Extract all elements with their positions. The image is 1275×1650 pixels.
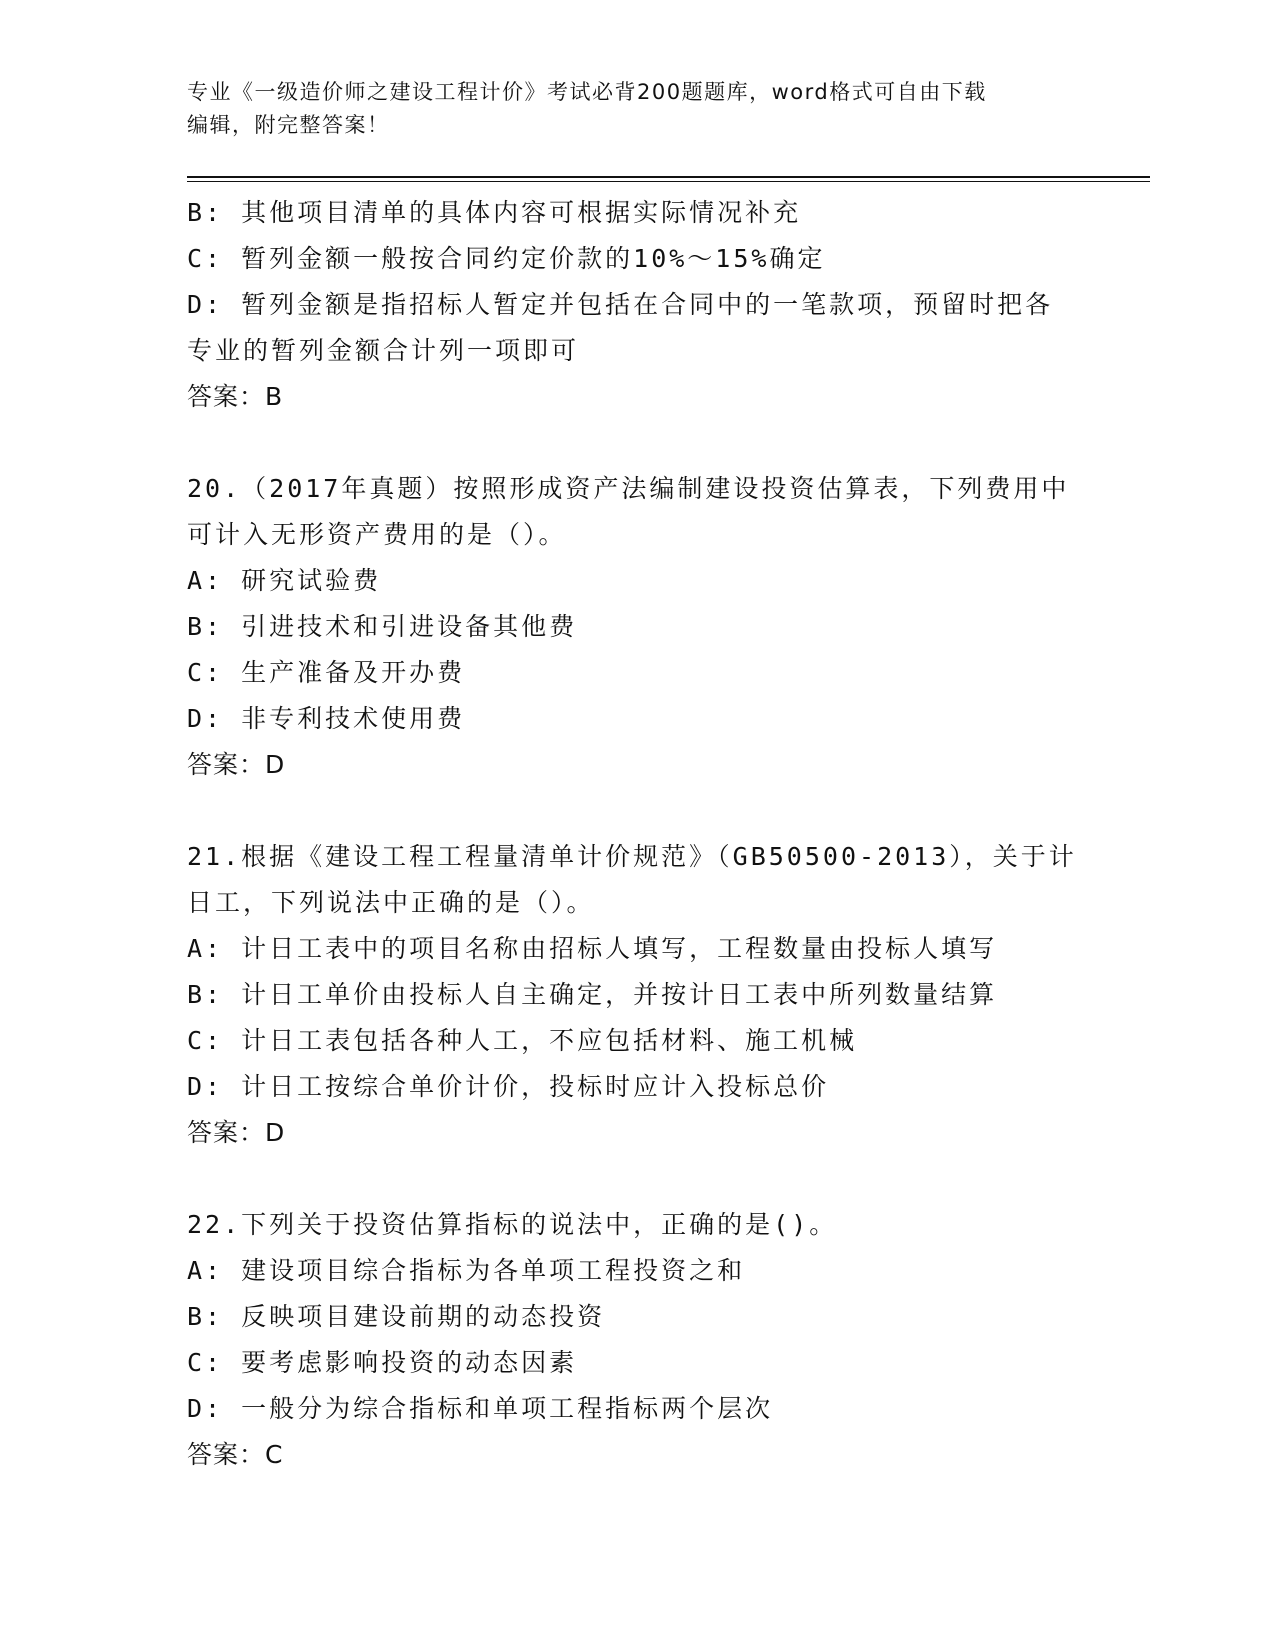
option-b: B: 反映项目建设前期的动态投资 <box>187 1302 606 1331</box>
spacer <box>187 1156 1107 1202</box>
option-a: A: 计日工表中的项目名称由招标人填写，工程数量由投标人填写 <box>187 934 998 963</box>
answer: 答案：B <box>187 382 284 411</box>
question-21 <box>187 834 1107 1156</box>
option-d: D: 暂列金额是指招标人暂定并包括在合同中的一笔款项，预留时把各 <box>187 290 1054 319</box>
question-stem: 20.（2017年真题）按照形成资产法编制建设投资估算表，下列费用中 <box>187 474 1070 503</box>
option-d: D: 一般分为综合指标和单项工程指标两个层次 <box>187 1394 774 1423</box>
option-a: A: 研究试验费 <box>187 566 382 595</box>
option-b: B: 其他项目清单的具体内容可根据实际情况补充 <box>187 198 802 227</box>
header-divider-thin <box>187 181 1150 182</box>
option-b: B: 引进技术和引进设备其他费 <box>187 612 578 641</box>
question-22 <box>187 1202 1107 1478</box>
question-19-continued <box>187 190 1107 420</box>
question-stem: 21.根据《建设工程工程量清单计价规范》（GB50500-2013），关于计 <box>187 842 1077 871</box>
header-line-2: 编辑，附完整答案！ <box>187 113 390 137</box>
option-d: D: 非专利技术使用费 <box>187 704 466 733</box>
question-stem: 22.下列关于投资估算指标的说法中，正确的是()。 <box>187 1210 838 1239</box>
option-c: C: 要考虑影响投资的动态因素 <box>187 1348 578 1377</box>
question-list <box>187 190 1107 1478</box>
option-c: C: 生产准备及开办费 <box>187 658 466 687</box>
question-stem-continued: 可计入无形资产费用的是（）。 <box>187 520 567 549</box>
option-d-continued: 专业的暂列金额合计列一项即可 <box>187 336 580 365</box>
answer: 答案：D <box>187 750 286 779</box>
option-a: A: 建设项目综合指标为各单项工程投资之和 <box>187 1256 746 1285</box>
question-20 <box>187 466 1107 788</box>
question-stem-continued: 日工，下列说法中正确的是（）。 <box>187 888 595 917</box>
answer: 答案：C <box>187 1440 284 1469</box>
option-c: C: 暂列金额一般按合同约定价款的10%～15%确定 <box>187 244 826 273</box>
header-divider-thick <box>187 176 1150 178</box>
option-b: B: 计日工单价由投标人自主确定，并按计日工表中所列数量结算 <box>187 980 998 1009</box>
document-header <box>187 76 1087 142</box>
spacer <box>187 788 1107 834</box>
header-line-1: 专业《一级造价师之建设工程计价》考试必背200题题库，word格式可自由下载 <box>187 80 987 104</box>
option-c: C: 计日工表包括各种人工，不应包括材料、施工机械 <box>187 1026 858 1055</box>
option-d: D: 计日工按综合单价计价，投标时应计入投标总价 <box>187 1072 830 1101</box>
spacer <box>187 420 1107 466</box>
answer: 答案：D <box>187 1118 286 1147</box>
